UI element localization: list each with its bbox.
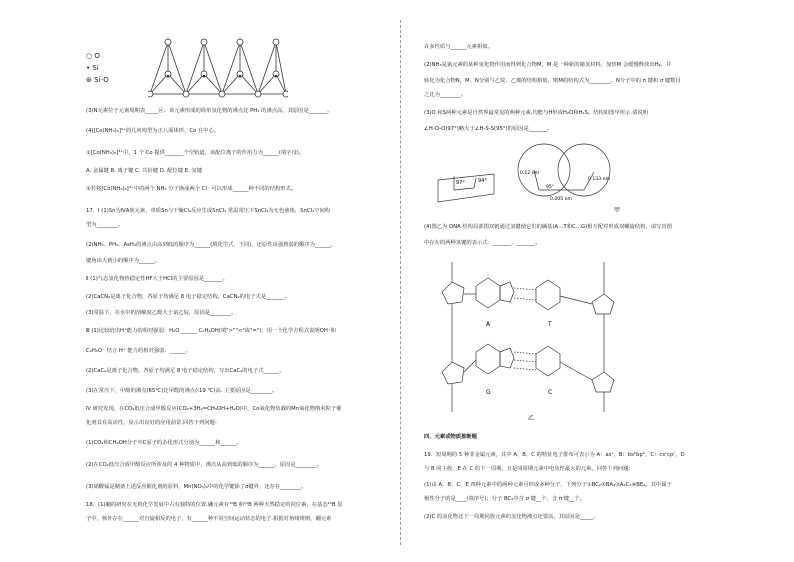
q19-polar: (1)由 A、B、C、E 四种元素中的两种元素可形成多种分子，下列分子①BC₂②BA₄③A₂C₂④BE₄，其中属于	[424, 482, 672, 488]
dna-label-g: G	[486, 389, 491, 396]
q17-methanol: (3)在常压下，甲醇的沸点(65℃)比甲醛的沸点(-19 ℃)高. 主要原因是________。	[86, 388, 278, 394]
jia-dim-2: 0.133 nm	[588, 177, 610, 182]
q17-order: (2)在CO₂低压合成甲醇反应所涉及的 4 种物质中，沸点从高到低的顺序为______，原因是________。	[86, 462, 323, 468]
q19-intro-2: 与 B 同主族，E 在 C 的下一周期，且是同周期元素中电负性最大的元素。回答下列问题：	[424, 466, 634, 472]
r-nh3-m-2: 转化为化合物N，M、N分别与乙烷、乙烯的结构相似，则M的结构式为________。N分子中的 π 键和 σ 键数目	[424, 78, 681, 84]
q17-boiling: (2)NH₃、PH₃、AsH₃的沸点由高到低的顺序为______(填化学式，下同)，还原性由强到弱的顺序为______，	[86, 242, 337, 248]
q-co-geometry: (4)[Co(NH₃)₆]³⁺的几何构型为正八面体形，Co 在中心。	[86, 128, 220, 134]
q-options: A. 金属键 B. 离子键 C. 共价键 D. 配位键 E. 氢键	[86, 168, 203, 174]
q17-acidity: Ⅲ (1)比较给出H⁺能力的相对强弱：H₂O ______ C₂H₅OH(填">""<"或"=")；用一个化学方程式说明OH⁻和	[86, 328, 336, 334]
q17-cac2: (2)CaC₂是离子化合物，各原子均满足 8 电子稳定结构，写出CaC₂的电子式______。	[86, 368, 285, 374]
q17-solubility: (3)常温下，在水中的溶解度乙醇大于氯乙烷，原因是________。	[86, 310, 237, 316]
jia-dim-1: 0.12 nm	[520, 171, 540, 176]
q19-polar-2: 极性分子的是____(填序号)；分子 BC₂中含 σ 键__个，含 π 键__个。	[424, 496, 585, 502]
q17-co2-intro-2: 化剂具有高活性，显示出良好的应用前景.回答下列问题：	[86, 420, 221, 426]
yi-label: 乙	[528, 415, 535, 422]
r-dna-2: 中存在的两种氢键的表示式：_______、_______。	[424, 240, 541, 246]
silicate-chain-figure	[148, 38, 288, 100]
figure-jia	[434, 140, 624, 214]
q19-intro: 19．短周期的 5 种非金属元素，其中 A、B、C 的特征电子排布可表示为 A：asᵃ，B：bsᵇbpᵇ，C：csᶜcpᶜ，D	[424, 452, 685, 458]
q19-boiling: (2)C 的氢化物比下一周期同族元素的氢化物沸点还要高，其原因是_____。	[424, 514, 599, 520]
r-os-angle: ∠H-O-O(97°)略大于∠H-S-S(95°)的原因是_______。	[424, 126, 553, 132]
q17-sn: 17．Ⅰ (1)Sn为ⅣA族元素，单质Sn与干燥Cl₂反应生成SnCl₄ 常温常压下SnCl₄为无色液体，SnCl₄空间构	[86, 208, 331, 214]
r-os: (3)O 和S两种元素是自然界最常见的两种元素,均能与H形成H₂O和H₂S。结构如图甲所示.请说明	[424, 110, 648, 116]
right-column	[404, 0, 794, 562]
r-dna: (4)图乙为 DNA 结构局部图双链通过氢键使它们的碱基(A…T和C…G)相互配对形成双螺旋结构，请写出图	[424, 224, 672, 230]
q17-sn-shape: 型为________。	[86, 222, 124, 228]
figure-yi-dna	[432, 252, 632, 422]
q-isomers: ②若将[Co(NH₃)₆]³⁺中的两个 NH₃ 分子换成两个 Cl⁻ 可以形成______种不同的结构形式。	[86, 186, 297, 192]
section-title: 四、元素或物质推断题	[424, 434, 477, 440]
q17-hf: Ⅱ (1)气态氢化物热稳定性HF大于HCl的主要原因是_______。	[86, 276, 228, 282]
jia-dim-3: 0.205 nm	[550, 197, 572, 202]
jia-angle-1: 97°	[456, 180, 465, 186]
dna-label-t: T	[548, 321, 552, 328]
legend-o: ○ O	[86, 52, 100, 60]
q18-boron-2: 子中，核外存在______对自旋相反的电子，有______种不同空间运动状态的电子.根据对角线规则，硼元素	[86, 516, 332, 522]
r-nh3-m-3: 之比为________。	[424, 92, 467, 98]
q-co-orbitals: ①[Co(NH₃)₆]³⁺中，1 个 Co 提供_______个空轨道，该配位离子的作用力为______(填字母)。	[86, 150, 305, 156]
legend-si: • Si	[86, 64, 99, 72]
q17-angle: 键角由大到小的顺序为______。	[86, 258, 161, 264]
r-similar: 许多性质与______元素相似。	[424, 44, 493, 50]
q17-hybrid: (1)CO₂和CH₃OH分子中C原子的杂化形式分别为______和______。	[86, 440, 242, 446]
jia-angle-2: 94°	[478, 178, 487, 184]
q17-cacn2: (2)CaCN₂是离子化合物，各原子均满足 8 电子稳定结构。CaCN₂的电子式是_______。	[86, 294, 290, 300]
q-n-region: (3)N元素位于元素周期表_____区；该元素形成的简单氢化物的沸点比 PH₃ 的沸点高，其原因是_______。	[86, 108, 333, 114]
q17-co2-intro: Ⅳ 研究发现，在CO₂低压合成甲醇反应(CO₂+3H₂=CH₃OH+H₂O)中，Co氧化物负载的Mn氧化物纳米粒子催	[86, 406, 342, 412]
q18-boron: 18．(1)硼的研究在无机化学发展中占有独特的位置.硼元素有¹⁰B 和¹¹B 两种天然稳定的同位素，在基态¹¹B 原	[86, 502, 343, 508]
r-nh3-m: (2)NH₃是氮元素的某种氢化物作用而得到化合物M，M 是一种新的储氢材料，加热M 会缓慢释放出H₂，并	[424, 62, 672, 68]
q17-acidity-eq: C₂H₅O⁻ 结合 H⁺ 能力的相对强弱：______。	[86, 348, 191, 354]
q17-mn: (3)硝酸锰是制备上述反应催化剂的原料，Mn(NO₃)₂中的化学键除了σ键外，还存在________。	[86, 484, 307, 490]
legend-sio: ⊛ Si-O	[86, 76, 109, 84]
dna-label-a: A	[486, 321, 491, 328]
column-divider	[400, 20, 401, 545]
dna-label-c: C	[548, 389, 553, 396]
jia-label: 甲	[614, 207, 621, 214]
jia-angle-3: 95°	[546, 185, 555, 190]
